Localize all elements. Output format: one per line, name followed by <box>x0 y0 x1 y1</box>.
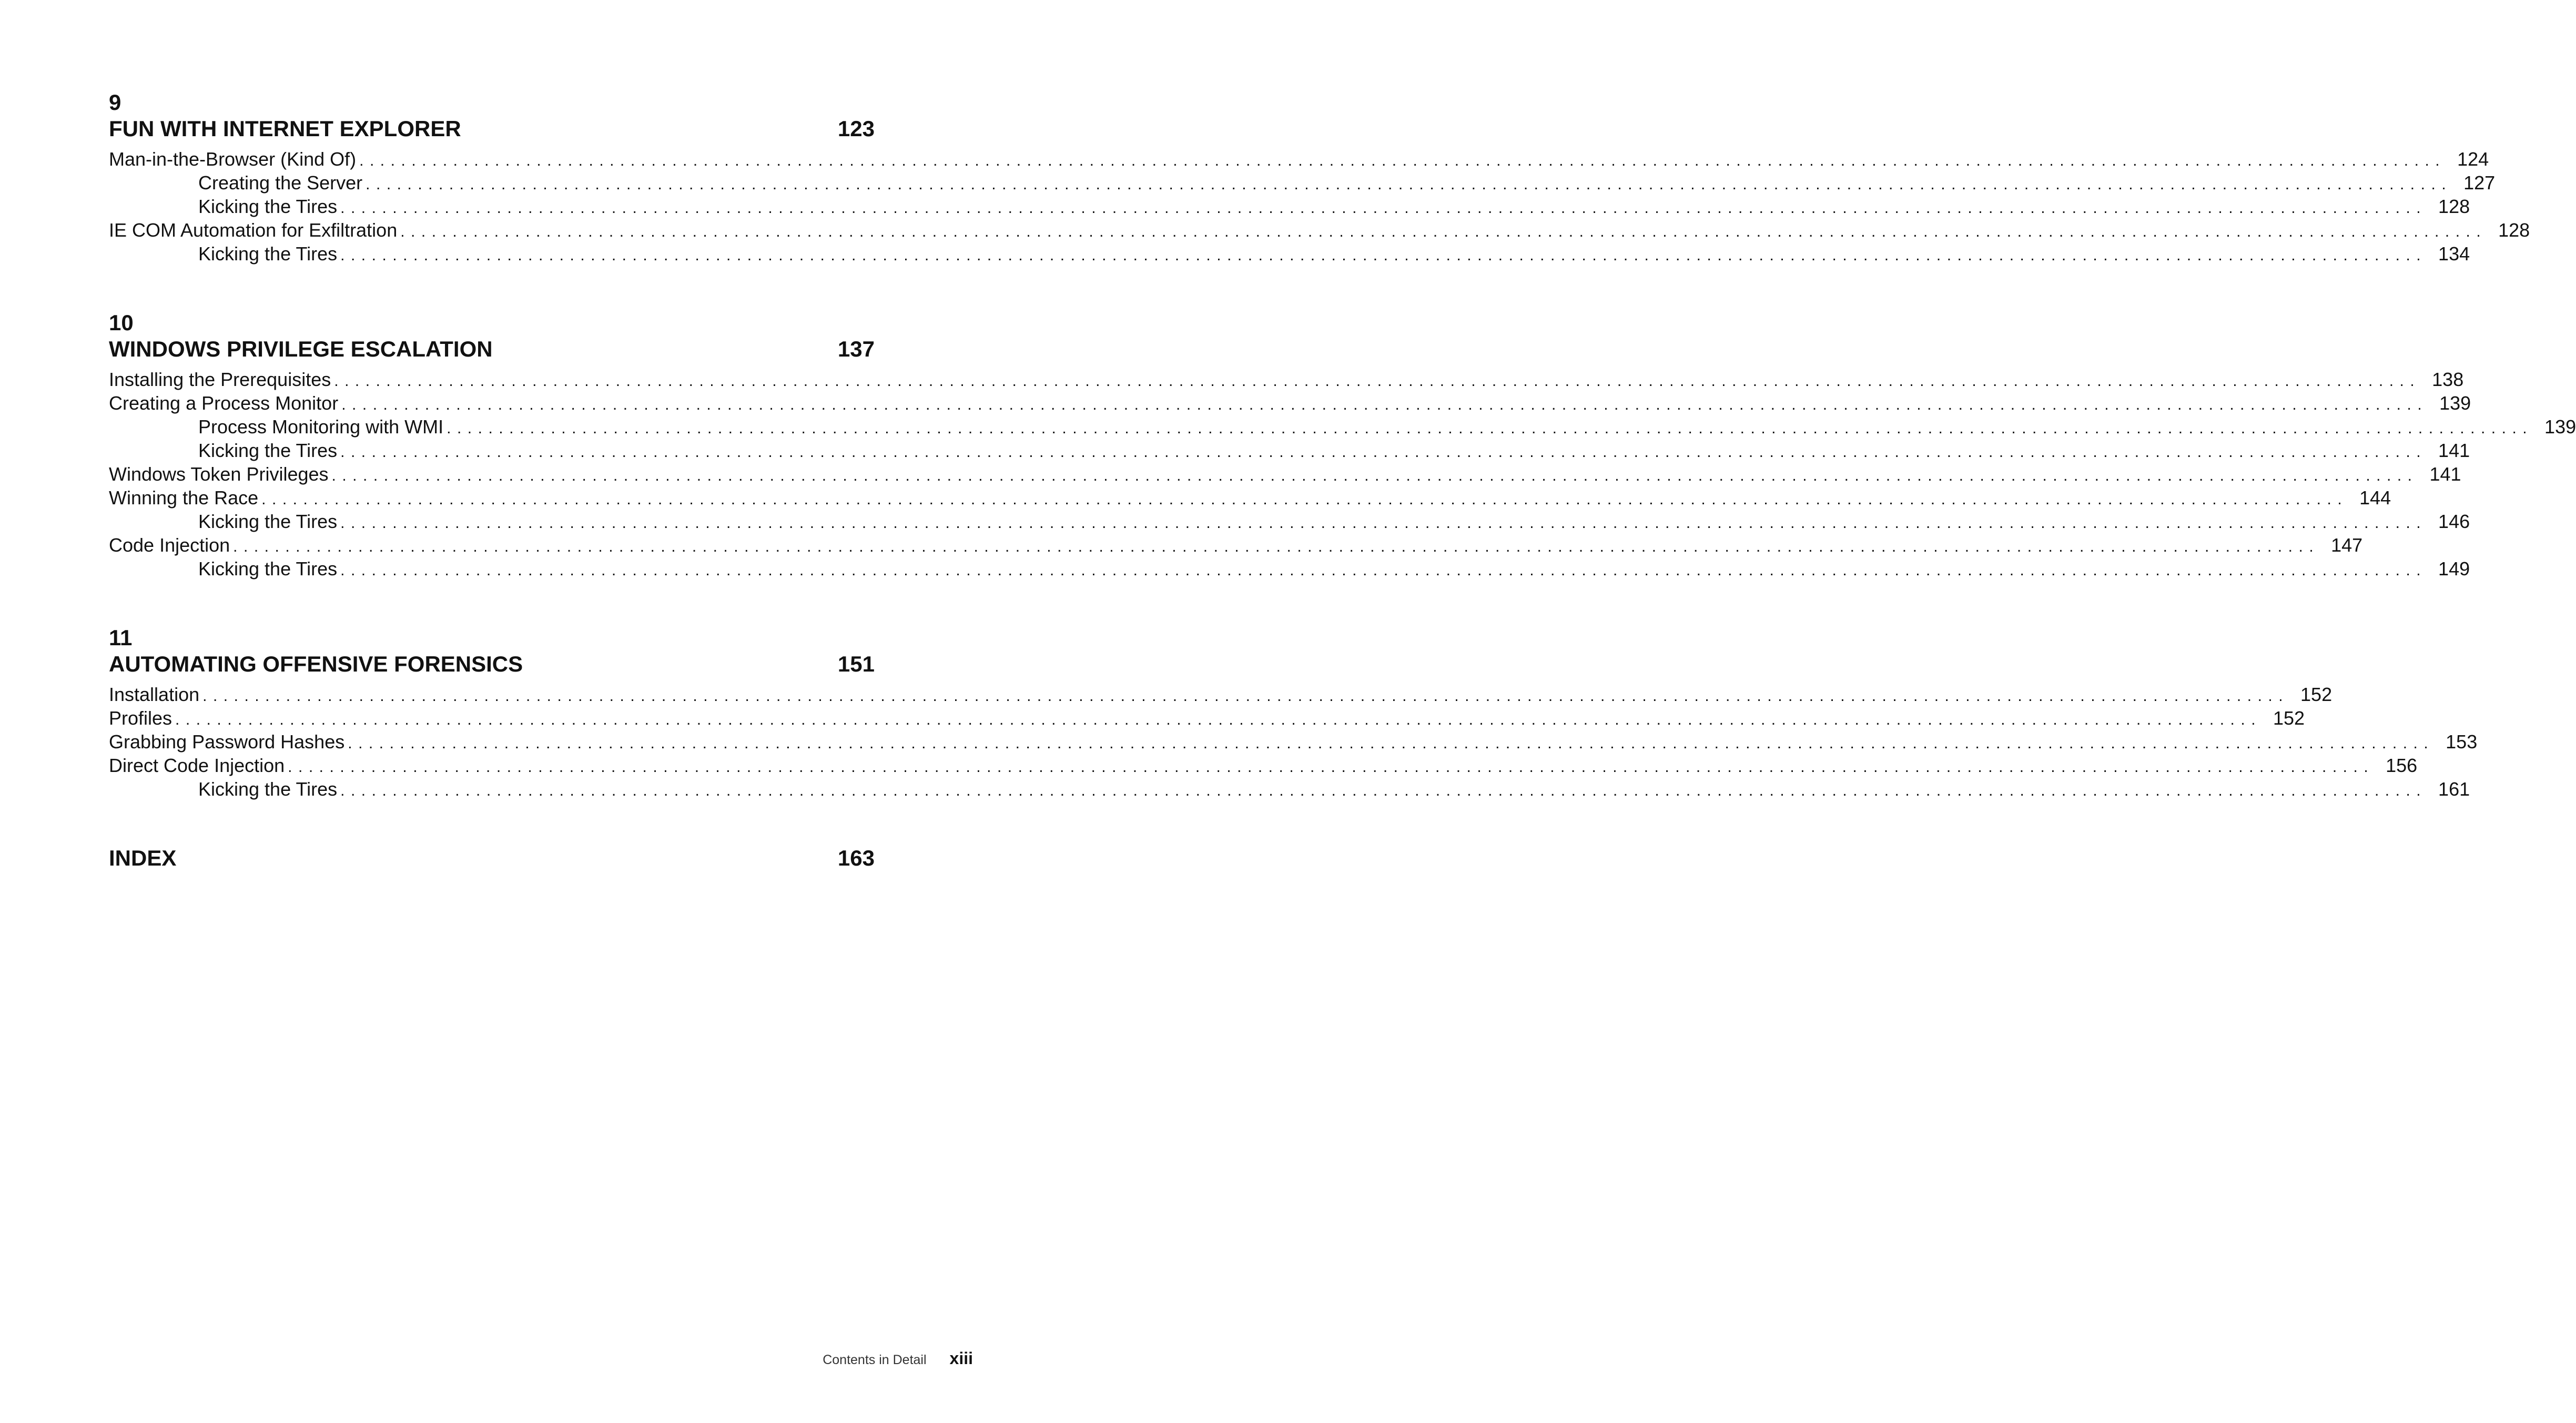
chapter-9 <box>109 89 2530 266</box>
chapter-title: FUN WITH INTERNET EXPLORER <box>109 116 461 141</box>
chapter-heading[interactable] <box>109 651 875 677</box>
chapter-title: WINDOWS PRIVILEGE ESCALATION <box>109 337 493 361</box>
toc-entry[interactable] <box>109 730 2478 754</box>
dot-leader: ........................................................................................................................................................................................................ <box>366 176 2452 193</box>
chapter-page: 123 <box>837 116 875 141</box>
toc-entry-title: Installing the Prerequisites <box>109 369 331 390</box>
toc-entry[interactable] <box>109 683 2332 706</box>
toc-entry[interactable] <box>109 557 2470 581</box>
toc-entry-page: 153 <box>2446 731 2478 753</box>
page-footer <box>823 1349 973 1368</box>
dot-leader: ........................................................................................................................................................................................................ <box>340 782 2427 799</box>
toc-entry-page: 141 <box>2429 463 2461 485</box>
toc-entry-title: Creating a Process Monitor <box>109 392 339 414</box>
dot-leader: ........................................................................................................................................................................................................ <box>331 467 2418 484</box>
toc-entry[interactable] <box>109 439 2470 462</box>
dot-leader: ........................................................................................................................................................................................................ <box>261 491 2348 508</box>
toc-entry[interactable] <box>109 147 2489 171</box>
toc-entry-page: 147 <box>2331 534 2363 556</box>
toc-entry-page: 141 <box>2438 440 2470 461</box>
toc-entry-page: 152 <box>2300 684 2332 705</box>
toc-entry[interactable] <box>109 368 2464 391</box>
toc-entry-page: 139 <box>2439 392 2471 414</box>
toc-entry-title: Installation <box>109 684 200 705</box>
dot-leader: ........................................................................................................................................................................................................ <box>348 735 2435 752</box>
chapter-page: 137 <box>837 337 875 361</box>
dot-leader: ........................................................................................................................................................................................................ <box>340 247 2427 264</box>
toc-entry[interactable] <box>109 486 2391 510</box>
toc-entry[interactable] <box>109 510 2470 533</box>
dot-leader: ........................................................................................................................................................................................................ <box>400 223 2487 240</box>
toc-entry[interactable] <box>109 242 2470 266</box>
toc-entry-title: Windows Token Privileges <box>109 463 329 485</box>
toc-entry[interactable] <box>109 706 2305 730</box>
chapter-10 <box>109 310 2576 581</box>
toc-entry-title: Kicking the Tires <box>198 511 338 532</box>
toc-entry-title: Process Monitoring with WMI <box>198 416 444 438</box>
toc-entry-page: 149 <box>2438 558 2470 580</box>
toc-entry-page: 128 <box>2438 196 2470 217</box>
index-title: INDEX <box>109 846 177 870</box>
toc-entry-title: Creating the Server <box>198 172 363 194</box>
chapter-heading[interactable] <box>109 116 875 142</box>
toc-entry-title: Direct Code Injection <box>109 755 285 776</box>
toc-entry-title: Code Injection <box>109 534 230 556</box>
toc-entry-page: 161 <box>2438 778 2470 800</box>
toc-entry-title: Kicking the Tires <box>198 778 338 800</box>
chapter-title: AUTOMATING OFFENSIVE FORENSICS <box>109 652 523 676</box>
dot-leader: ........................................................................................................................................................................................................ <box>334 372 2421 390</box>
toc-entry-page: 152 <box>2273 707 2305 729</box>
chapter-number: 9 <box>109 90 121 115</box>
toc-entry[interactable] <box>109 195 2470 218</box>
toc-entry-title: Kicking the Tires <box>198 440 338 461</box>
dot-leader: ........................................................................................................................................................................................................ <box>359 152 2446 169</box>
table-of-contents <box>109 89 2576 871</box>
toc-entry-page: 127 <box>2463 172 2496 194</box>
toc-entry-title: Kicking the Tires <box>198 558 338 580</box>
chapter-entries <box>109 368 2576 581</box>
toc-entry-title: Grabbing Password Hashes <box>109 731 345 753</box>
toc-entry-page: 134 <box>2438 243 2470 265</box>
chapter-heading[interactable] <box>109 336 875 362</box>
toc-entry-page: 124 <box>2457 148 2489 170</box>
dot-leader: ........................................................................................................................................................................................................ <box>340 562 2427 579</box>
toc-entry-page: 128 <box>2498 219 2530 241</box>
toc-entry[interactable] <box>109 462 2461 486</box>
chapter-entries <box>109 683 2478 801</box>
chapter-number: 11 <box>109 625 133 650</box>
toc-entry[interactable] <box>109 533 2363 557</box>
toc-entry[interactable] <box>109 415 2576 439</box>
dot-leader: ........................................................................................................................................................................................................ <box>341 396 2428 413</box>
toc-entry-page: 144 <box>2359 487 2391 509</box>
toc-entry-title: Kicking the Tires <box>198 196 338 217</box>
chapter-11 <box>109 625 2478 801</box>
toc-entry-title: Profiles <box>109 707 173 729</box>
page-number: xiii <box>949 1349 973 1368</box>
toc-entry-title: Winning the Race <box>109 487 259 509</box>
toc-entry-title: Kicking the Tires <box>198 243 338 265</box>
toc-entry[interactable] <box>109 777 2470 801</box>
toc-entry-page: 138 <box>2432 369 2464 390</box>
dot-leader: ........................................................................................................................................................................................................ <box>202 687 2289 705</box>
chapter-page: 151 <box>837 652 875 676</box>
chapter-entries <box>109 147 2530 266</box>
dot-leader: ........................................................................................................................................................................................................ <box>175 711 2262 728</box>
dot-leader: ........................................................................................................................................................................................................ <box>447 420 2533 437</box>
toc-entry-title: IE COM Automation for Exfiltration <box>109 219 398 241</box>
dot-leader: ........................................................................................................................................................................................................ <box>340 514 2427 532</box>
footer-label: Contents in Detail <box>823 1353 927 1367</box>
toc-entry[interactable] <box>109 754 2418 777</box>
toc-entry[interactable] <box>109 391 2471 415</box>
toc-entry[interactable] <box>109 171 2496 195</box>
dot-leader: ........................................................................................................................................................................................................ <box>340 199 2427 217</box>
chapter-number: 10 <box>109 310 134 335</box>
dot-leader: ........................................................................................................................................................................................................ <box>288 758 2375 776</box>
toc-entry-title: Man-in-the-Browser (Kind Of) <box>109 148 357 170</box>
dot-leader: ........................................................................................................................................................................................................ <box>340 443 2427 461</box>
toc-entry-page: 156 <box>2386 755 2418 776</box>
index-heading[interactable] <box>109 845 875 871</box>
index-page: 163 <box>837 846 875 870</box>
dot-leader: ........................................................................................................................................................................................................ <box>233 538 2320 555</box>
toc-entry[interactable] <box>109 218 2530 242</box>
toc-entry-page: 146 <box>2438 511 2470 532</box>
toc-entry-page: 139 <box>2544 416 2576 438</box>
